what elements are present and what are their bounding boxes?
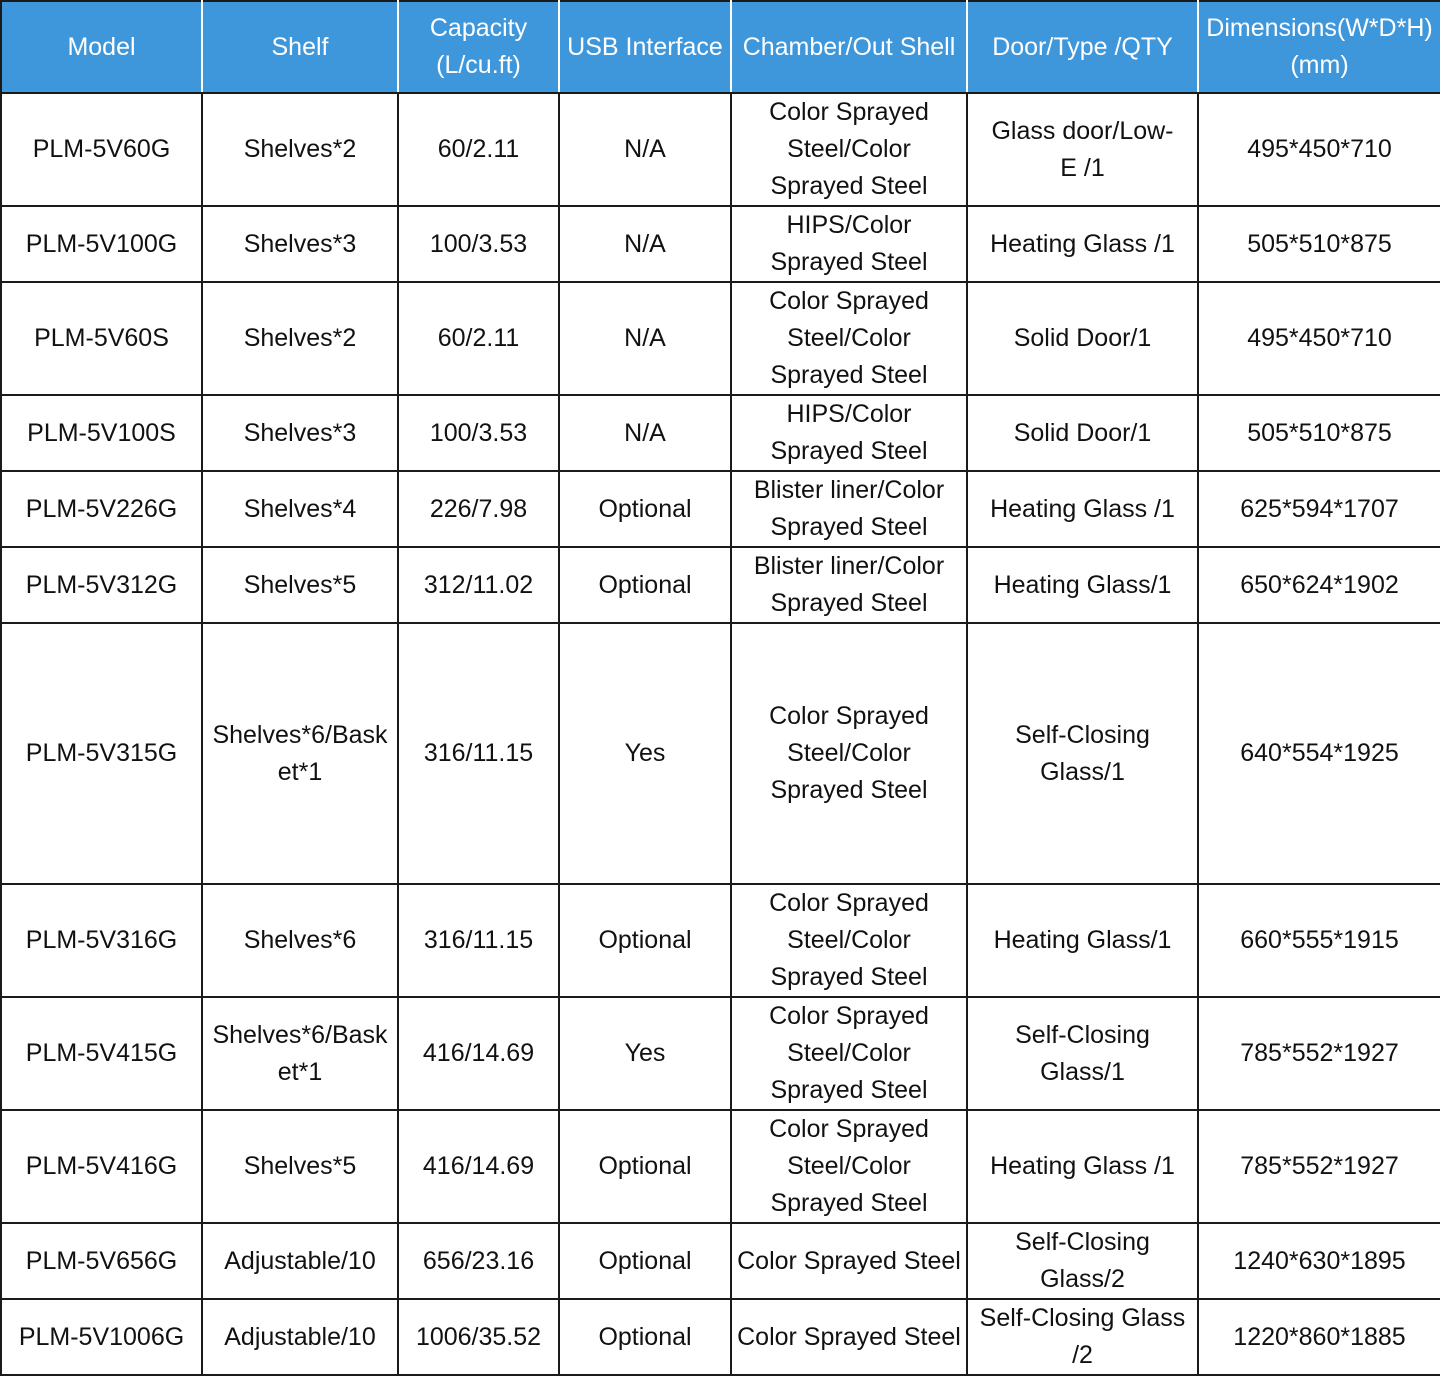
cell-capacity: 100/3.53 <box>398 395 559 471</box>
table-row <box>1 997 1440 1110</box>
cell-dimensions: 495*450*710 <box>1198 93 1440 206</box>
cell-model: PLM-5V656G <box>1 1223 202 1299</box>
cell-chamber: Color Sprayed Steel/Color Sprayed Steel <box>731 1110 967 1223</box>
cell-capacity: 226/7.98 <box>398 471 559 547</box>
cell-capacity: 416/14.69 <box>398 1110 559 1223</box>
cell-door: Heating Glass /1 <box>967 206 1198 282</box>
cell-capacity: 416/14.69 <box>398 997 559 1110</box>
cell-door: Glass door/Low- E /1 <box>967 93 1198 206</box>
cell-shelf: Shelves*5 <box>202 1110 398 1223</box>
cell-chamber: Color Sprayed Steel/Color Sprayed Steel <box>731 884 967 997</box>
table-row <box>1 884 1440 997</box>
table-row <box>1 1223 1440 1299</box>
cell-usb: Optional <box>559 1110 731 1223</box>
cell-chamber: Blister liner/Color Sprayed Steel <box>731 547 967 623</box>
header-usb-interface: USB Interface <box>559 1 731 93</box>
cell-chamber: Color Sprayed Steel/Color Sprayed Steel <box>731 282 967 395</box>
cell-shelf: Shelves*6/Bask et*1 <box>202 997 398 1110</box>
cell-usb: Optional <box>559 1223 731 1299</box>
cell-capacity: 60/2.11 <box>398 93 559 206</box>
cell-model: PLM-5V312G <box>1 547 202 623</box>
cell-usb: N/A <box>559 93 731 206</box>
cell-model: PLM-5V60S <box>1 282 202 395</box>
cell-chamber: Color Sprayed Steel <box>731 1299 967 1375</box>
cell-capacity: 312/11.02 <box>398 547 559 623</box>
cell-dimensions: 495*450*710 <box>1198 282 1440 395</box>
header-model: Model <box>1 1 202 93</box>
cell-capacity: 316/11.15 <box>398 884 559 997</box>
cell-usb: Yes <box>559 623 731 884</box>
cell-chamber: Color Sprayed Steel/Color Sprayed Steel <box>731 93 967 206</box>
cell-dimensions: 505*510*875 <box>1198 395 1440 471</box>
cell-usb: Optional <box>559 471 731 547</box>
cell-model: PLM-5V1006G <box>1 1299 202 1375</box>
header-chamber-out-shell: Chamber/Out Shell <box>731 1 967 93</box>
cell-chamber: Color Sprayed Steel <box>731 1223 967 1299</box>
cell-shelf: Shelves*6/Bask et*1 <box>202 623 398 884</box>
cell-usb: N/A <box>559 206 731 282</box>
cell-model: PLM-5V315G <box>1 623 202 884</box>
header-row <box>1 1 1440 93</box>
cell-model: PLM-5V100G <box>1 206 202 282</box>
cell-shelf: Shelves*2 <box>202 93 398 206</box>
cell-shelf: Adjustable/10 <box>202 1223 398 1299</box>
table-row <box>1 282 1440 395</box>
cell-dimensions: 505*510*875 <box>1198 206 1440 282</box>
cell-door: Self-Closing Glass/2 <box>967 1223 1198 1299</box>
table-row <box>1 395 1440 471</box>
cell-shelf: Shelves*2 <box>202 282 398 395</box>
cell-usb: Yes <box>559 997 731 1110</box>
table-row <box>1 547 1440 623</box>
cell-shelf: Shelves*5 <box>202 547 398 623</box>
cell-capacity: 316/11.15 <box>398 623 559 884</box>
cell-chamber: Blister liner/Color Sprayed Steel <box>731 471 967 547</box>
cell-model: PLM-5V316G <box>1 884 202 997</box>
table-row <box>1 1110 1440 1223</box>
cell-chamber: Color Sprayed Steel/Color Sprayed Steel <box>731 623 967 884</box>
cell-model: PLM-5V100S <box>1 395 202 471</box>
cell-model: PLM-5V226G <box>1 471 202 547</box>
cell-door: Self-Closing Glass/1 <box>967 623 1198 884</box>
cell-usb: Optional <box>559 884 731 997</box>
cell-capacity: 656/23.16 <box>398 1223 559 1299</box>
cell-shelf: Shelves*3 <box>202 395 398 471</box>
cell-capacity: 60/2.11 <box>398 282 559 395</box>
cell-dimensions: 1220*860*1885 <box>1198 1299 1440 1375</box>
cell-usb: N/A <box>559 282 731 395</box>
cell-door: Solid Door/1 <box>967 395 1198 471</box>
table-body <box>1 93 1440 1375</box>
cell-chamber: Color Sprayed Steel/Color Sprayed Steel <box>731 997 967 1110</box>
cell-dimensions: 650*624*1902 <box>1198 547 1440 623</box>
cell-shelf: Shelves*3 <box>202 206 398 282</box>
cell-usb: Optional <box>559 547 731 623</box>
cell-capacity: 100/3.53 <box>398 206 559 282</box>
cell-shelf: Shelves*4 <box>202 471 398 547</box>
cell-door: Solid Door/1 <box>967 282 1198 395</box>
cell-usb: Optional <box>559 1299 731 1375</box>
header-shelf: Shelf <box>202 1 398 93</box>
cell-model: PLM-5V415G <box>1 997 202 1110</box>
cell-door: Heating Glass/1 <box>967 547 1198 623</box>
table-row <box>1 93 1440 206</box>
cell-shelf: Shelves*6 <box>202 884 398 997</box>
header-capacity: Capacity (L/cu.ft) <box>398 1 559 93</box>
cell-dimensions: 660*555*1915 <box>1198 884 1440 997</box>
cell-usb: N/A <box>559 395 731 471</box>
cell-capacity: 1006/35.52 <box>398 1299 559 1375</box>
cell-chamber: HIPS/Color Sprayed Steel <box>731 206 967 282</box>
cell-door: Heating Glass /1 <box>967 471 1198 547</box>
cell-door: Heating Glass /1 <box>967 1110 1198 1223</box>
cell-model: PLM-5V60G <box>1 93 202 206</box>
table-row <box>1 206 1440 282</box>
cell-door: Self-Closing Glass /2 <box>967 1299 1198 1375</box>
header-door-type-qty: Door/Type /QTY <box>967 1 1198 93</box>
cell-chamber: HIPS/Color Sprayed Steel <box>731 395 967 471</box>
cell-dimensions: 625*594*1707 <box>1198 471 1440 547</box>
table-row <box>1 623 1440 884</box>
cell-dimensions: 1240*630*1895 <box>1198 1223 1440 1299</box>
table-row <box>1 1299 1440 1375</box>
cell-dimensions: 640*554*1925 <box>1198 623 1440 884</box>
cell-dimensions: 785*552*1927 <box>1198 997 1440 1110</box>
header-dimensions: Dimensions(W*D*H) (mm) <box>1198 1 1440 93</box>
cell-door: Heating Glass/1 <box>967 884 1198 997</box>
cell-model: PLM-5V416G <box>1 1110 202 1223</box>
cell-shelf: Adjustable/10 <box>202 1299 398 1375</box>
cell-door: Self-Closing Glass/1 <box>967 997 1198 1110</box>
table-row <box>1 471 1440 547</box>
cell-dimensions: 785*552*1927 <box>1198 1110 1440 1223</box>
